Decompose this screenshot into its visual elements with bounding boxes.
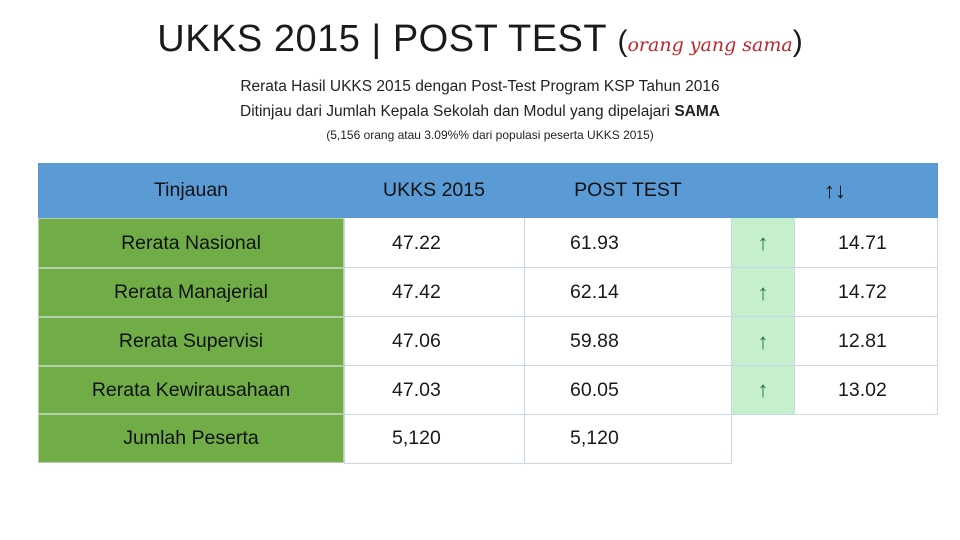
header-tinjauan: Tinjauan: [153, 179, 229, 201]
title-main: UKKS 2015 | POST TEST: [157, 18, 618, 60]
arrow-up-icon: ↑: [732, 218, 794, 268]
row-label-rerata-supervisi: Rerata Supervisi: [38, 317, 344, 366]
row-ukks-value: 47.42: [392, 281, 441, 303]
arrow-up-icon: ↑: [732, 366, 794, 414]
row-post-value: 59.88: [570, 330, 619, 352]
row-label-jumlah-peserta: Jumlah Peserta: [38, 414, 344, 463]
row-ukks-value: 47.06: [392, 330, 441, 352]
grid-line: [344, 414, 938, 415]
subtitle-line-2-text: Ditinjau dari Jumlah Kepala Sekolah dan Modul yang dipelajari: [240, 103, 675, 120]
grid-line: [344, 365, 938, 366]
total-post-value: 5,120: [570, 427, 619, 449]
row-post-value: 60.05: [570, 378, 619, 401]
title-note: orang yang sama: [627, 34, 793, 56]
row-diff-value: 12.81: [838, 330, 887, 352]
row-ukks-value: 47.22: [392, 231, 441, 254]
arrow-up-icon: ↑: [732, 268, 794, 317]
row-post-value: 62.14: [570, 281, 619, 303]
row-diff-value: 13.02: [838, 378, 887, 401]
header-post-test: POST TEST: [574, 179, 682, 201]
row-label-rerata-kewirausahaan: Rerata Kewirausahaan: [38, 366, 344, 414]
grid-line: [344, 463, 732, 464]
row-post-value: 61.93: [570, 231, 619, 254]
grid-line: [344, 267, 938, 268]
subtitle-line-2: [0, 103, 960, 121]
arrow-up-icon: ↑: [732, 317, 794, 366]
grid-line: [344, 316, 938, 317]
subtitle-line-1: Rerata Hasil UKKS 2015 dengan Post-Test Program KSP Tahun 2016: [240, 78, 720, 95]
row-label-rerata-manajerial: Rerata Manajerial: [38, 268, 344, 317]
row-diff-value: 14.72: [838, 281, 887, 303]
grid-line: [731, 218, 732, 463]
header-ukks-2015: UKKS 2015: [383, 179, 485, 201]
slide-title: [0, 18, 960, 61]
title-paren-close: ): [792, 25, 803, 58]
subtitle-line-3: (5,156 orang atau 3.09%% dari populasi peserta UKKS 2015): [326, 128, 654, 142]
header-change: ↑↓: [824, 177, 846, 203]
grid-line: [524, 218, 525, 463]
subtitle-line-2-bold: SAMA: [674, 103, 720, 120]
row-ukks-value: 47.03: [392, 378, 441, 401]
grid-line: [344, 218, 345, 463]
title-paren-open: (: [617, 25, 628, 58]
row-diff-value: 14.71: [838, 231, 887, 254]
row-label-rerata-nasional: Rerata Nasional: [38, 218, 344, 268]
total-ukks-value: 5,120: [392, 427, 441, 449]
